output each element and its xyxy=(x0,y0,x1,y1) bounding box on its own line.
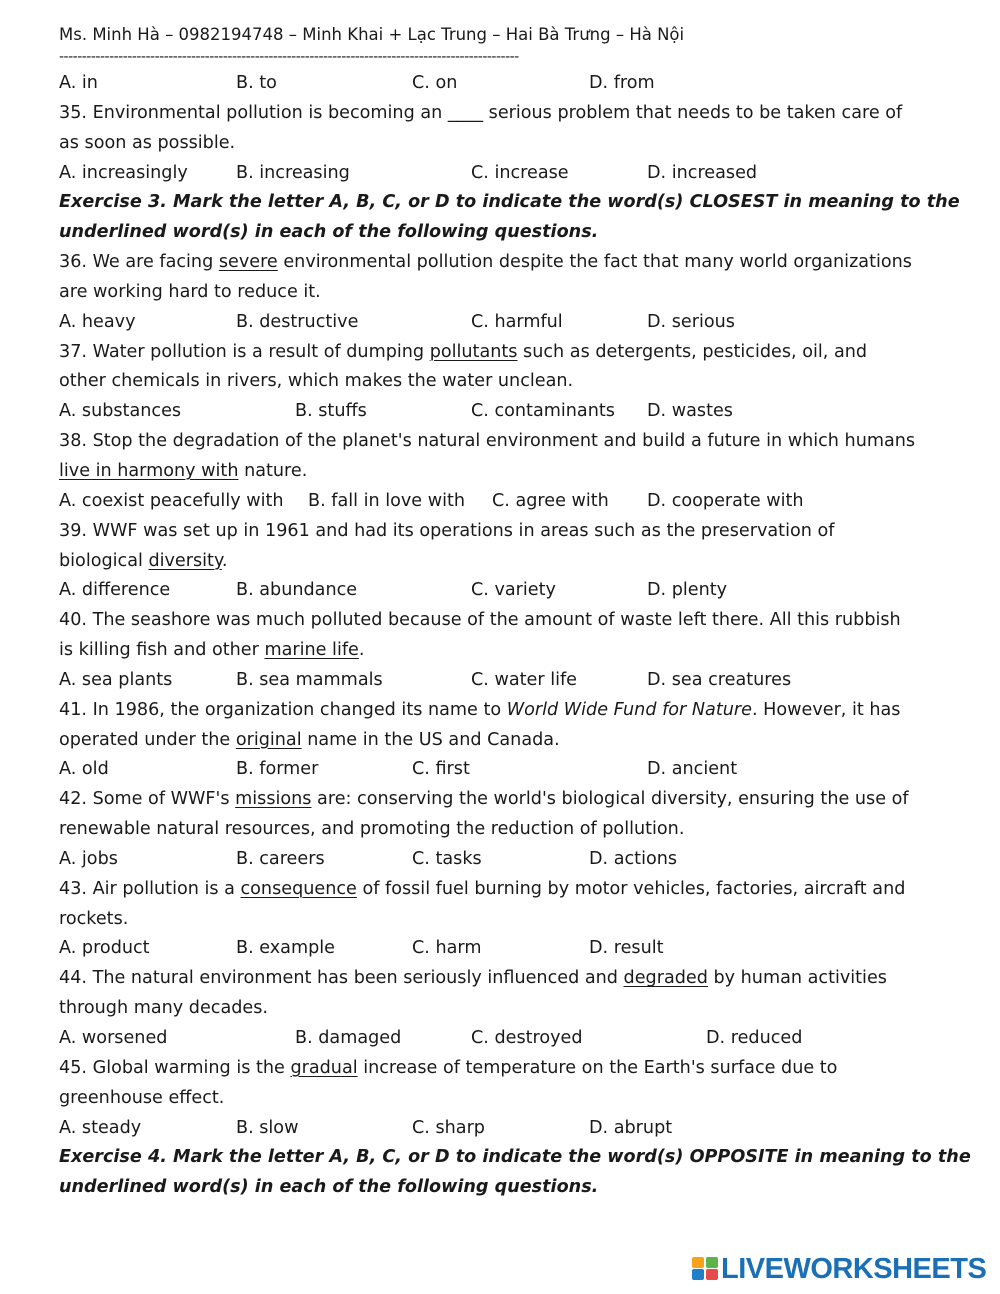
q41-option-b[interactable]: B. former xyxy=(236,759,319,780)
q39-options xyxy=(59,576,939,606)
q44-option-a[interactable]: A. worsened xyxy=(59,1028,168,1048)
q40-stem-line1: 40. The seashore was much polluted because of the amount of waste left there. All this rubbish xyxy=(59,610,901,631)
q45-option-c[interactable]: C. sharp xyxy=(412,1117,485,1138)
q44-stem-line1: 44. The natural environment has been seriously influenced and degraded by human activities xyxy=(59,968,887,989)
q41-option-d[interactable]: D. ancient xyxy=(647,759,738,780)
q35-option-a[interactable]: A. increasingly xyxy=(59,162,188,183)
q39-option-c[interactable]: C. variety xyxy=(471,580,556,601)
q38-option-d[interactable]: D. cooperate with xyxy=(647,490,804,511)
q36-option-d[interactable]: D. serious xyxy=(647,311,735,332)
q35-option-b[interactable]: B. increasing xyxy=(236,162,350,183)
q36-stem-line2: are working hard to reduce it. xyxy=(59,281,321,302)
q34-options xyxy=(59,69,939,99)
q43-options xyxy=(59,934,939,964)
q38-options xyxy=(59,487,939,517)
q38-option-c[interactable]: C. agree with xyxy=(492,490,609,511)
q37-option-c[interactable]: C. contaminants xyxy=(471,401,615,422)
q37-option-a[interactable]: A. substances xyxy=(59,401,182,422)
q37-option-d[interactable]: D. wastes xyxy=(647,401,733,422)
q44-stem-line2: through many decades. xyxy=(59,998,268,1019)
q37-stem-line1: 37. Water pollution is a result of dumping pollutants such as detergents, pesticides, oil, and xyxy=(59,341,868,362)
liveworksheets-logo-icon xyxy=(692,1257,718,1281)
q44-option-d[interactable]: D. reduced xyxy=(706,1028,803,1048)
q43-option-b[interactable]: B. example xyxy=(236,938,335,959)
q39-stem-line2: biological diversity. xyxy=(59,550,228,571)
q41-stem-line1: 41. In 1986, the organization changed its name to World Wide Fund for Nature. However, it has xyxy=(59,699,901,720)
q37-options xyxy=(59,397,939,427)
q45-stem-line2: greenhouse effect. xyxy=(59,1087,225,1108)
q45-underlined-word: gradual xyxy=(290,1057,358,1078)
header-separator: ----------------------------------------------------------------------------------------------------- xyxy=(59,49,519,65)
q37-option-b[interactable]: B. stuffs xyxy=(295,401,367,422)
q37-stem-line2: other chemicals in rivers, which makes the water unclean. xyxy=(59,371,574,392)
q45-option-d[interactable]: D. abrupt xyxy=(589,1117,673,1138)
q36-option-c[interactable]: C. harmful xyxy=(471,311,563,332)
q42-options xyxy=(59,845,939,875)
q43-option-c[interactable]: C. harm xyxy=(412,938,482,959)
q45-options xyxy=(59,1114,939,1144)
q36-option-a[interactable]: A. heavy xyxy=(59,311,136,332)
q43-stem-line1: 43. Air pollution is a consequence of fossil fuel burning by motor vehicles, factories, aircraft and xyxy=(59,878,906,899)
q34-option-a[interactable]: A. in xyxy=(59,73,98,93)
q40-option-c[interactable]: C. water life xyxy=(471,669,577,690)
q39-underlined-word: diversity xyxy=(148,550,222,571)
q40-stem-line2: is killing fish and other marine life. xyxy=(59,640,365,661)
exercise4-heading-line2: underlined word(s) in each of the following questions. xyxy=(59,1177,599,1198)
q44-option-b[interactable]: B. damaged xyxy=(295,1028,402,1048)
liveworksheets-logo-text: LIVEWORKSHEETS xyxy=(721,1253,987,1285)
q41-option-c[interactable]: C. first xyxy=(412,759,470,780)
q45-option-a[interactable]: A. steady xyxy=(59,1117,142,1138)
q40-option-d[interactable]: D. sea creatures xyxy=(647,669,792,690)
q38-stem-line2: live in harmony with nature. xyxy=(59,460,308,481)
q41-stem-line2: operated under the original name in the US and Canada. xyxy=(59,729,560,750)
q39-stem-line1: 39. WWF was set up in 1961 and had its operations in areas such as the preservation of xyxy=(59,520,835,541)
exercise4-heading-line1: Exercise 4. Mark the letter A, B, C, or D to indicate the word(s) OPPOSITE in meaning to the xyxy=(59,1147,971,1168)
q41-options xyxy=(59,755,939,785)
q43-option-a[interactable]: A. product xyxy=(59,938,150,959)
q34-option-b[interactable]: B. to xyxy=(236,73,277,93)
q41-italic-name: World Wide Fund for Nature xyxy=(506,699,752,720)
q44-underlined-word: degraded xyxy=(623,968,708,989)
liveworksheets-logo[interactable] xyxy=(692,1254,986,1284)
q42-option-c[interactable]: C. tasks xyxy=(412,848,482,869)
worksheet-content xyxy=(59,69,971,1203)
q42-stem-line2: renewable natural resources, and promoting the reduction of pollution. xyxy=(59,819,685,840)
q35-option-d[interactable]: D. increased xyxy=(647,162,758,183)
exercise3-heading-line1: Exercise 3. Mark the letter A, B, C, or D to indicate the word(s) CLOSEST in meaning to the xyxy=(59,192,960,213)
q42-option-a[interactable]: A. jobs xyxy=(59,848,118,869)
q38-underlined-word: live in harmony with xyxy=(59,460,239,481)
q40-options xyxy=(59,666,939,696)
q40-option-a[interactable]: A. sea plants xyxy=(59,669,173,690)
q44-options xyxy=(59,1024,939,1054)
q42-option-d[interactable]: D. actions xyxy=(589,848,678,869)
q42-underlined-word: missions xyxy=(235,789,312,810)
q39-option-a[interactable]: A. difference xyxy=(59,580,171,601)
q36-underlined-word: severe xyxy=(218,252,278,273)
q34-option-d[interactable]: D. from xyxy=(589,73,655,93)
q39-option-b[interactable]: B. abundance xyxy=(236,580,358,601)
q42-option-b[interactable]: B. careers xyxy=(236,848,325,869)
q34-option-c[interactable]: C. on xyxy=(412,73,458,93)
q45-option-b[interactable]: B. slow xyxy=(236,1117,299,1138)
q36-options xyxy=(59,308,939,338)
q43-underlined-word: consequence xyxy=(240,878,357,899)
q35-stem-line1: 35. Environmental pollution is becoming an ____ serious problem that needs to be taken care of xyxy=(59,102,903,123)
q36-option-b[interactable]: B. destructive xyxy=(236,311,359,332)
q38-option-a[interactable]: A. coexist peacefully with xyxy=(59,490,284,511)
q43-stem-line2: rockets. xyxy=(59,908,129,929)
header-contact: Ms. Minh Hà – 0982194748 – Minh Khai + Lạc Trung – Hai Bà Trưng – Hà Nội xyxy=(59,25,685,44)
q45-stem-line1: 45. Global warming is the gradual increase of temperature on the Earth's surface due to xyxy=(59,1057,838,1078)
q39-option-d[interactable]: D. plenty xyxy=(647,580,728,601)
q38-stem-line1: 38. Stop the degradation of the planet's natural environment and build a future in which humans xyxy=(59,431,916,452)
q35-option-c[interactable]: C. increase xyxy=(471,162,569,183)
q40-option-b[interactable]: B. sea mammals xyxy=(236,669,383,690)
q41-option-a[interactable]: A. old xyxy=(59,759,109,780)
q36-stem-line1: 36. We are facing severe environmental pollution despite the fact that many world organizations xyxy=(59,252,912,273)
q35-blank: ____ xyxy=(447,102,484,123)
q41-underlined-word: original xyxy=(235,729,302,750)
q44-option-c[interactable]: C. destroyed xyxy=(471,1028,583,1048)
q40-underlined-word: marine life xyxy=(264,640,359,661)
q38-option-b[interactable]: B. fall in love with xyxy=(308,490,466,511)
q35-stem-line2: as soon as possible. xyxy=(59,132,236,153)
q42-stem-line1: 42. Some of WWF's missions are: conserving the world's biological diversity, ensuring the use of xyxy=(59,789,909,810)
q37-underlined-word: pollutants xyxy=(429,341,518,362)
q43-option-d[interactable]: D. result xyxy=(589,938,664,959)
exercise3-heading-line2: underlined word(s) in each of the following questions. xyxy=(59,222,599,243)
q35-options xyxy=(59,159,939,189)
